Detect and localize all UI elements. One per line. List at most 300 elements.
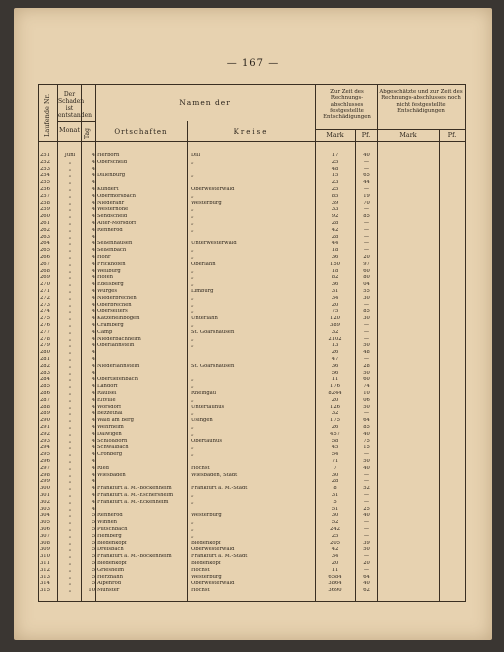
table-row bbox=[39, 160, 465, 166]
row-place: Obertiefenbach bbox=[97, 377, 138, 383]
row-district: Usingen bbox=[191, 418, 213, 424]
row-day: 5 bbox=[91, 527, 95, 532]
row-pfennig: 40 bbox=[363, 431, 370, 437]
row-pfennig: 70 bbox=[363, 200, 370, 206]
row-pfennig: 28 bbox=[363, 363, 370, 369]
row-district: „ bbox=[191, 499, 194, 505]
header-divider bbox=[57, 121, 95, 122]
row-mark: 126 bbox=[330, 404, 340, 410]
row-month: „ bbox=[68, 214, 72, 220]
row-pfennig: 55 bbox=[363, 289, 370, 294]
row-number: 291 bbox=[40, 425, 50, 430]
row-district: „ bbox=[191, 411, 194, 417]
row-number: 299 bbox=[40, 479, 50, 485]
row-month: „ bbox=[68, 363, 72, 369]
row-month: „ bbox=[68, 520, 72, 526]
row-place: Westernohe bbox=[97, 207, 129, 213]
table-row bbox=[39, 241, 465, 247]
row-district: Westerburg bbox=[191, 574, 222, 580]
row-district: Höchst bbox=[191, 588, 210, 594]
header-divider bbox=[315, 129, 465, 130]
row-pfennig: 75 bbox=[363, 438, 370, 444]
row-place: Biedenkopf bbox=[97, 540, 127, 546]
row-month: „ bbox=[68, 425, 72, 430]
row-month: „ bbox=[68, 241, 72, 247]
table-row bbox=[39, 439, 465, 445]
row-pfennig: 39 bbox=[363, 540, 370, 546]
row-number: 294 bbox=[40, 445, 50, 451]
row-place: Niederbrechen bbox=[97, 295, 137, 301]
row-mark: 17 bbox=[331, 153, 339, 158]
row-district: „ bbox=[191, 520, 194, 526]
row-day: 4 bbox=[91, 459, 95, 464]
row-place: Niederahr bbox=[97, 200, 125, 206]
row-month: „ bbox=[68, 533, 72, 539]
row-number: 260 bbox=[40, 214, 50, 220]
row-district: Höchst bbox=[191, 567, 210, 573]
row-month: „ bbox=[68, 187, 72, 192]
row-day: 4 bbox=[91, 438, 95, 444]
row-district: „ bbox=[191, 193, 194, 199]
row-district: Wiesbaden, Stadt bbox=[191, 472, 238, 478]
table-row bbox=[39, 398, 465, 404]
row-district: „ bbox=[191, 397, 194, 403]
row-district: „ bbox=[191, 336, 194, 342]
row-day: 4 bbox=[91, 357, 95, 362]
row-mark: 7 bbox=[333, 465, 337, 471]
table-row bbox=[39, 228, 465, 234]
table-row bbox=[39, 309, 465, 315]
row-day: 4 bbox=[91, 159, 95, 165]
row-district: „ bbox=[191, 214, 194, 220]
row-number: 298 bbox=[40, 472, 50, 478]
row-month: „ bbox=[68, 316, 72, 322]
row-district: Biedenkopf bbox=[191, 561, 221, 566]
table-row bbox=[39, 459, 465, 465]
row-mark: 3864 bbox=[328, 581, 342, 587]
row-month: „ bbox=[68, 574, 72, 580]
row-place: Dreisbach bbox=[97, 547, 124, 553]
row-mark: 82 bbox=[331, 275, 339, 281]
row-month: „ bbox=[68, 391, 72, 396]
row-pfennig: 50 bbox=[363, 459, 370, 464]
row-day: 4 bbox=[91, 153, 95, 158]
row-month: „ bbox=[68, 180, 72, 186]
row-number: 257 bbox=[40, 193, 50, 199]
row-district: St. Goarshausen bbox=[191, 329, 235, 335]
row-place: Wiesbaden bbox=[97, 472, 126, 478]
row-day: 4 bbox=[91, 384, 95, 390]
row-month: „ bbox=[68, 384, 72, 390]
row-place: Frickhofen bbox=[97, 261, 126, 267]
row-pfennig: 19 bbox=[363, 193, 370, 199]
row-month: „ bbox=[68, 567, 72, 573]
row-month: „ bbox=[68, 234, 72, 240]
row-number: 267 bbox=[40, 261, 50, 267]
row-mark: 52 bbox=[331, 520, 339, 526]
row-district: „ bbox=[191, 248, 194, 254]
row-day: 4 bbox=[91, 316, 95, 322]
table-row bbox=[39, 445, 465, 451]
row-place: Niederlahnstein bbox=[97, 363, 140, 369]
row-pfennig: — bbox=[363, 527, 370, 532]
row-day: 4 bbox=[91, 173, 95, 179]
row-pfennig: 20 bbox=[363, 255, 370, 260]
row-day: 4 bbox=[91, 493, 95, 498]
table-row bbox=[39, 303, 465, 309]
header-abgeschaetzte: Abgeschätzte und zur Zeit des Rechnungs-abschlusses noch nicht festgestellte Entschädigungen bbox=[379, 89, 463, 114]
row-place: Würges bbox=[97, 289, 117, 294]
row-mark: 389 bbox=[330, 323, 340, 328]
row-pfennig: 04 bbox=[363, 282, 370, 288]
row-day: 4 bbox=[91, 370, 95, 376]
row-day: 4 bbox=[91, 193, 95, 199]
row-number: 277 bbox=[40, 329, 50, 335]
table-row bbox=[39, 350, 465, 356]
table-row bbox=[39, 561, 465, 567]
row-number: 286 bbox=[40, 391, 50, 396]
row-day: 5 bbox=[91, 540, 95, 546]
row-number: 259 bbox=[40, 207, 50, 213]
row-pfennig: 40 bbox=[363, 581, 370, 587]
row-number: 288 bbox=[40, 404, 50, 410]
row-pfennig: 50 bbox=[363, 343, 370, 349]
row-pfennig: — bbox=[363, 227, 370, 233]
row-mark: 26 bbox=[331, 425, 339, 430]
table-row bbox=[39, 520, 465, 526]
row-pfennig: 30 bbox=[363, 316, 370, 322]
row-district: Höchst bbox=[191, 465, 210, 471]
table-row bbox=[39, 547, 465, 553]
row-place: Dillenburg bbox=[97, 173, 126, 179]
row-pfennig: — bbox=[363, 411, 370, 417]
row-mark: 33 bbox=[331, 207, 339, 213]
row-number: 287 bbox=[40, 397, 50, 403]
row-district: „ bbox=[191, 282, 194, 288]
row-number: 280 bbox=[40, 350, 50, 356]
row-number: 285 bbox=[40, 384, 50, 390]
row-month: „ bbox=[68, 479, 72, 485]
row-mark: 58 bbox=[331, 438, 339, 444]
row-district: „ bbox=[191, 533, 194, 539]
row-number: 305 bbox=[40, 520, 50, 526]
row-day: 4 bbox=[91, 207, 95, 213]
row-day: 4 bbox=[91, 479, 95, 485]
row-day: 4 bbox=[91, 336, 95, 342]
row-pfennig: — bbox=[363, 241, 370, 247]
row-day: 4 bbox=[91, 166, 95, 172]
row-place: Münster bbox=[97, 588, 120, 594]
row-district: „ bbox=[191, 445, 194, 451]
row-mark: 71 bbox=[331, 459, 339, 464]
row-number: 278 bbox=[40, 336, 50, 342]
table-row bbox=[39, 452, 465, 458]
row-day: 4 bbox=[91, 363, 95, 369]
row-pfennig: — bbox=[363, 357, 370, 362]
row-place: Hemberg bbox=[97, 533, 122, 539]
row-mark: 34 bbox=[331, 295, 339, 301]
table-row bbox=[39, 500, 465, 506]
row-day: 4 bbox=[91, 200, 95, 206]
row-day: 4 bbox=[91, 452, 95, 458]
header-mark: Mark bbox=[326, 131, 344, 139]
row-mark: 176 bbox=[330, 384, 340, 390]
row-number: 282 bbox=[40, 363, 50, 369]
row-place: Schwalbach bbox=[97, 445, 129, 451]
row-pfennig: 06 bbox=[363, 397, 370, 403]
row-mark: 44 bbox=[331, 241, 339, 247]
row-number: 290 bbox=[40, 418, 50, 424]
row-mark: 242 bbox=[330, 527, 340, 532]
row-month: „ bbox=[68, 275, 72, 281]
row-district: Unterlahn bbox=[191, 316, 218, 322]
row-day: 4 bbox=[91, 377, 95, 383]
row-day: 5 bbox=[91, 561, 95, 566]
row-number: 262 bbox=[40, 227, 50, 233]
row-pfennig: 85 bbox=[363, 425, 370, 430]
row-mark: 25 bbox=[331, 159, 339, 165]
header-mark-2: Mark bbox=[399, 131, 417, 139]
row-pfennig: 97 bbox=[363, 261, 370, 267]
table-row bbox=[39, 180, 465, 186]
row-pfennig: — bbox=[363, 554, 370, 560]
row-number: 265 bbox=[40, 248, 50, 254]
row-month: „ bbox=[68, 207, 72, 213]
row-day: 5 bbox=[91, 574, 95, 580]
row-month: „ bbox=[68, 282, 72, 288]
row-number: 311 bbox=[40, 561, 50, 566]
row-mark: 47 bbox=[331, 357, 339, 362]
row-month: „ bbox=[68, 329, 72, 335]
row-day: 4 bbox=[91, 255, 95, 260]
header-kreise: Kreise bbox=[233, 128, 269, 136]
row-place: Cronberg bbox=[97, 452, 123, 458]
row-district: „ bbox=[191, 309, 194, 315]
row-district: Rheingau bbox=[191, 391, 217, 396]
row-district: „ bbox=[191, 302, 194, 308]
row-day: 4 bbox=[91, 404, 95, 410]
row-pfennig: — bbox=[363, 452, 370, 458]
table-row bbox=[39, 296, 465, 302]
row-pfennig: — bbox=[363, 499, 370, 505]
row-day: 4 bbox=[91, 309, 95, 315]
table-row bbox=[39, 173, 465, 179]
row-number: 254 bbox=[40, 173, 50, 179]
row-pfennig: 40 bbox=[363, 513, 370, 519]
row-district: „ bbox=[191, 268, 194, 274]
row-month: „ bbox=[68, 581, 72, 587]
row-number: 310 bbox=[40, 554, 50, 560]
row-number: 315 bbox=[40, 588, 50, 594]
row-month: „ bbox=[68, 268, 72, 274]
row-mark: 25 bbox=[331, 533, 339, 539]
row-month: „ bbox=[68, 411, 72, 417]
row-pfennig: 65 bbox=[363, 173, 370, 179]
row-number: 264 bbox=[40, 241, 50, 247]
row-month: „ bbox=[68, 370, 72, 376]
row-number: 300 bbox=[40, 486, 50, 492]
row-number: 270 bbox=[40, 282, 50, 288]
row-district: „ bbox=[191, 452, 194, 458]
row-day: 4 bbox=[91, 506, 95, 512]
table-row bbox=[39, 581, 465, 587]
row-day: 4 bbox=[91, 431, 95, 437]
row-mark: 45 bbox=[331, 445, 339, 451]
row-pfennig: — bbox=[363, 329, 370, 335]
row-mark: 26 bbox=[331, 350, 339, 356]
row-month: „ bbox=[68, 173, 72, 179]
row-month: „ bbox=[68, 445, 72, 451]
row-month: „ bbox=[68, 438, 72, 444]
row-mark: 36 bbox=[331, 363, 339, 369]
table-row bbox=[39, 153, 465, 159]
row-mark: 31 bbox=[331, 493, 339, 498]
row-number: 313 bbox=[40, 574, 50, 580]
row-month: „ bbox=[68, 159, 72, 165]
row-place: Eltville bbox=[97, 397, 116, 403]
row-day: 4 bbox=[91, 241, 95, 247]
row-month: „ bbox=[68, 166, 72, 172]
damage-table bbox=[38, 84, 466, 602]
row-mark: 28 bbox=[331, 479, 339, 485]
row-number: 301 bbox=[40, 493, 50, 498]
row-district: „ bbox=[191, 343, 194, 349]
table-row bbox=[39, 432, 465, 438]
row-place: Landorf bbox=[97, 384, 118, 390]
row-district: „ bbox=[191, 173, 194, 179]
row-pfennig: — bbox=[363, 493, 370, 498]
row-place: Dalwigen bbox=[97, 431, 122, 437]
row-number: 255 bbox=[40, 180, 50, 186]
row-mark: 3690 bbox=[328, 588, 342, 594]
row-place: Sendscheid bbox=[97, 214, 128, 220]
row-day: 4 bbox=[91, 282, 95, 288]
row-district: Frankfurt a. M.-Stadt bbox=[191, 554, 248, 560]
row-number: 276 bbox=[40, 323, 50, 328]
row-pfennig: 25 bbox=[363, 506, 370, 512]
row-mark: 8244 bbox=[328, 391, 342, 396]
row-district: Oberlahn bbox=[191, 261, 216, 267]
row-number: 304 bbox=[40, 513, 50, 519]
row-place: Winnen bbox=[97, 520, 117, 526]
header-pf: Pf. bbox=[361, 131, 371, 139]
table-row bbox=[39, 337, 465, 343]
table-row bbox=[39, 194, 465, 200]
row-number: 295 bbox=[40, 452, 50, 458]
row-month: „ bbox=[68, 227, 72, 233]
row-place: Kundert bbox=[97, 187, 119, 192]
row-mark: 39 bbox=[331, 200, 339, 206]
row-place: Wald am Berg bbox=[97, 418, 134, 424]
row-pfennig: 85 bbox=[363, 214, 370, 220]
row-number: 256 bbox=[40, 187, 50, 192]
row-number: 263 bbox=[40, 234, 50, 240]
row-month: „ bbox=[68, 493, 72, 498]
table-row bbox=[39, 330, 465, 336]
row-month: „ bbox=[68, 588, 72, 594]
table-row bbox=[39, 473, 465, 479]
row-place: Obermörsbach bbox=[97, 193, 136, 199]
row-district: Untertaunus bbox=[191, 404, 225, 410]
row-number: 289 bbox=[40, 411, 50, 417]
row-pfennig: 64 bbox=[363, 574, 370, 580]
row-day: 4 bbox=[91, 227, 95, 233]
table-row bbox=[39, 411, 465, 417]
row-month: „ bbox=[68, 540, 72, 546]
row-pfennig: — bbox=[363, 234, 370, 240]
row-mark: 36 bbox=[331, 255, 339, 260]
row-number: 266 bbox=[40, 255, 50, 260]
table-row bbox=[39, 262, 465, 268]
row-day: 5 bbox=[91, 520, 95, 526]
table-row bbox=[39, 486, 465, 492]
row-district: Obertaunus bbox=[191, 438, 222, 444]
row-pfennig: — bbox=[363, 166, 370, 172]
row-month: „ bbox=[68, 357, 72, 362]
row-mark: 150 bbox=[330, 261, 340, 267]
row-month: „ bbox=[68, 200, 72, 206]
row-pfennig: — bbox=[363, 479, 370, 485]
row-month: „ bbox=[68, 350, 72, 356]
row-district: „ bbox=[191, 159, 194, 165]
row-mark: 25 bbox=[331, 187, 339, 192]
row-number: 253 bbox=[40, 166, 50, 172]
row-month: „ bbox=[68, 302, 72, 308]
row-month: „ bbox=[68, 561, 72, 566]
table-row bbox=[39, 466, 465, 472]
row-pfennig: 30 bbox=[363, 295, 370, 301]
row-mark: 48 bbox=[331, 166, 339, 172]
row-month: „ bbox=[68, 431, 72, 437]
row-place: Seßenhausen bbox=[97, 241, 133, 247]
row-district: „ bbox=[191, 431, 194, 437]
table-row bbox=[39, 255, 465, 261]
row-mark: 18 bbox=[331, 248, 339, 254]
row-day: 4 bbox=[91, 350, 95, 356]
row-pfennig: — bbox=[363, 472, 370, 478]
row-place: Biedenkopf bbox=[97, 561, 127, 566]
table-row bbox=[39, 507, 465, 513]
row-mark: 31 bbox=[331, 289, 339, 294]
row-place: Wehrheim bbox=[97, 425, 124, 430]
row-day: 5 bbox=[91, 513, 95, 519]
row-place: Alter-Mörsdorf bbox=[97, 221, 137, 226]
row-month: Juni bbox=[64, 153, 76, 158]
table-row bbox=[39, 167, 465, 173]
row-place: Rennerod bbox=[97, 227, 123, 233]
row-number: 308 bbox=[40, 540, 50, 546]
row-number: 302 bbox=[40, 499, 50, 505]
table-row bbox=[39, 357, 465, 363]
row-number: 258 bbox=[40, 200, 50, 206]
table-row bbox=[39, 575, 465, 581]
row-month: „ bbox=[68, 418, 72, 424]
page-number: — 167 — bbox=[226, 58, 280, 69]
row-mark: 457 bbox=[330, 431, 340, 437]
row-day: 4 bbox=[91, 329, 95, 335]
row-mark: 175 bbox=[330, 418, 340, 424]
row-day: 4 bbox=[91, 180, 95, 186]
row-district: „ bbox=[191, 221, 194, 226]
row-place: Bezzethal bbox=[97, 411, 123, 417]
table-row bbox=[39, 275, 465, 281]
row-month: „ bbox=[68, 261, 72, 267]
row-mark: 42 bbox=[331, 547, 339, 553]
row-number: 271 bbox=[40, 289, 50, 294]
table-row bbox=[39, 554, 465, 560]
row-place: Oberbrechen bbox=[97, 302, 132, 308]
row-day: 4 bbox=[91, 411, 95, 417]
